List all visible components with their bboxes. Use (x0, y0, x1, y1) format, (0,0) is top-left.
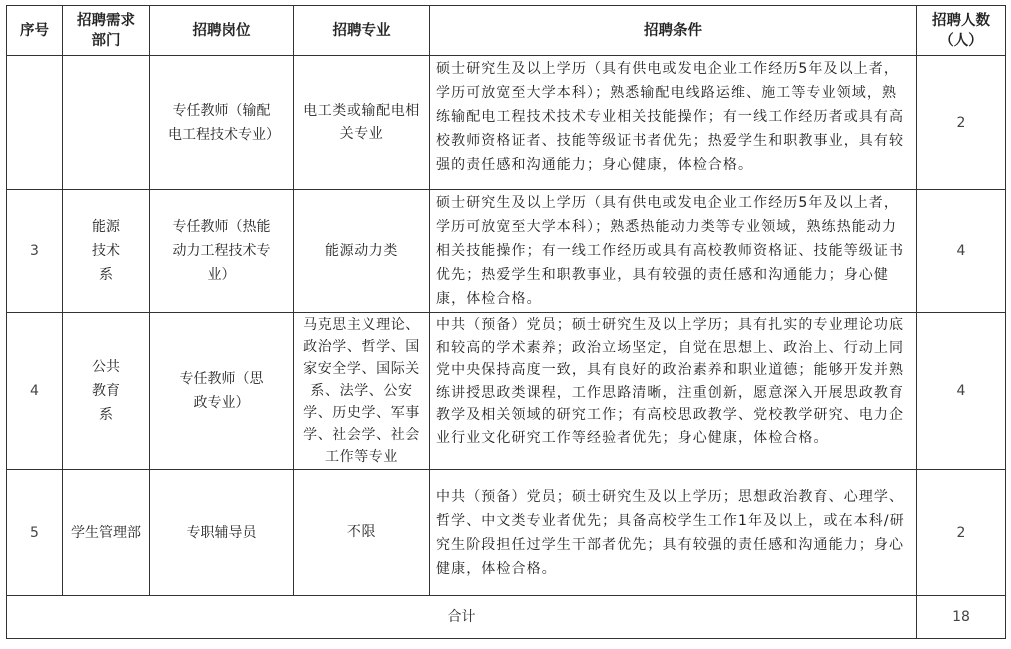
cell-major: 马克思主义理论、政治学、哲学、国家安全学、国际关系、法学、公安学、历史学、军事学、社会学、社会工作等专业 (294, 313, 430, 470)
total-row (7, 596, 1006, 639)
cell-seq: 5 (7, 470, 63, 596)
cell-count: 2 (917, 56, 1006, 190)
cell-major: 能源动力类 (294, 190, 430, 313)
cell-seq: 3 (7, 190, 63, 313)
cell-position: 专职辅导员 (150, 470, 294, 596)
cell-count: 4 (917, 190, 1006, 313)
header-row (7, 6, 1006, 56)
cell-major: 电工类或输配电相关专业 (294, 56, 430, 190)
cell-conditions: 中共（预备）党员；硕士研究生及以上学历；思想政治教育、心理学、哲学、中文类专业者优先；具备高校学生工作1年及以上，或在本科/研究生阶段担任过学生干部者优先；具有较强的责任感和沟通能力；身心健康，体检合格。 (430, 470, 917, 596)
header-conditions: 招聘条件 (430, 6, 917, 56)
cell-dept: 能源技术系 (63, 190, 150, 313)
cell-seq (7, 56, 63, 190)
total-count: 18 (917, 596, 1006, 639)
cell-major: 不限 (294, 470, 430, 596)
cell-dept: 公共教育系 (63, 313, 150, 470)
cell-seq: 4 (7, 313, 63, 470)
cell-count: 2 (917, 470, 1006, 596)
cell-position: 专任教师（输配电工程技术专业） (150, 56, 294, 190)
table-row (7, 313, 1006, 470)
cell-conditions: 硕士研究生及以上学历（具有供电或发电企业工作经历5年及以上者，学历可放宽至大学本科）；熟悉热能动力类等专业领域，熟练热能动力相关技能操作；有一线工作经历或具有高校教师资格证、技能等级证书优先；热爱学生和职教事业，具有较强的责任感和沟通能力；身心健康，体检合格。 (430, 190, 917, 313)
table-row (7, 470, 1006, 596)
table-row (7, 190, 1006, 313)
cell-count: 4 (917, 313, 1006, 470)
total-label: 合计 (7, 596, 917, 639)
recruitment-table (6, 5, 1006, 639)
cell-dept: 学生管理部 (63, 470, 150, 596)
table-row (7, 56, 1006, 190)
cell-position: 专任教师（热能动力工程技术专业） (150, 190, 294, 313)
header-dept: 招聘需求部门 (63, 6, 150, 56)
cell-conditions: 中共（预备）党员；硕士研究生及以上学历；具有扎实的专业理论功底和较高的学术素养；政治立场坚定，自觉在思想上、政治上、行动上同党中央保持高度一致，具有良好的政治素养和职业道德；能够开发并熟练讲授思政类课程，工作思路清晰，注重创新，愿意深入开展思政教育教学及相关领域的研究工作；有高校思政教学、党校教学研究、电力企业行业文化研究工作等经验者优先；身心健康，体检合格。 (430, 313, 917, 470)
header-major: 招聘专业 (294, 6, 430, 56)
header-position: 招聘岗位 (150, 6, 294, 56)
header-count: 招聘人数（人） (917, 6, 1006, 56)
cell-position: 专任教师（思政专业） (150, 313, 294, 470)
header-seq: 序号 (7, 6, 63, 56)
cell-dept (63, 56, 150, 190)
cell-conditions: 硕士研究生及以上学历（具有供电或发电企业工作经历5年及以上者，学历可放宽至大学本科）；熟悉输配电线路运维、施工等专业领域，熟练输配电工程技术技术专业相关技能操作；有一线工作经历者或具有高校教师资格证者、技能等级证书者优先；热爱学生和职教事业，具有较强的责任感和沟通能力；身心健康，体检合格。 (430, 56, 917, 190)
